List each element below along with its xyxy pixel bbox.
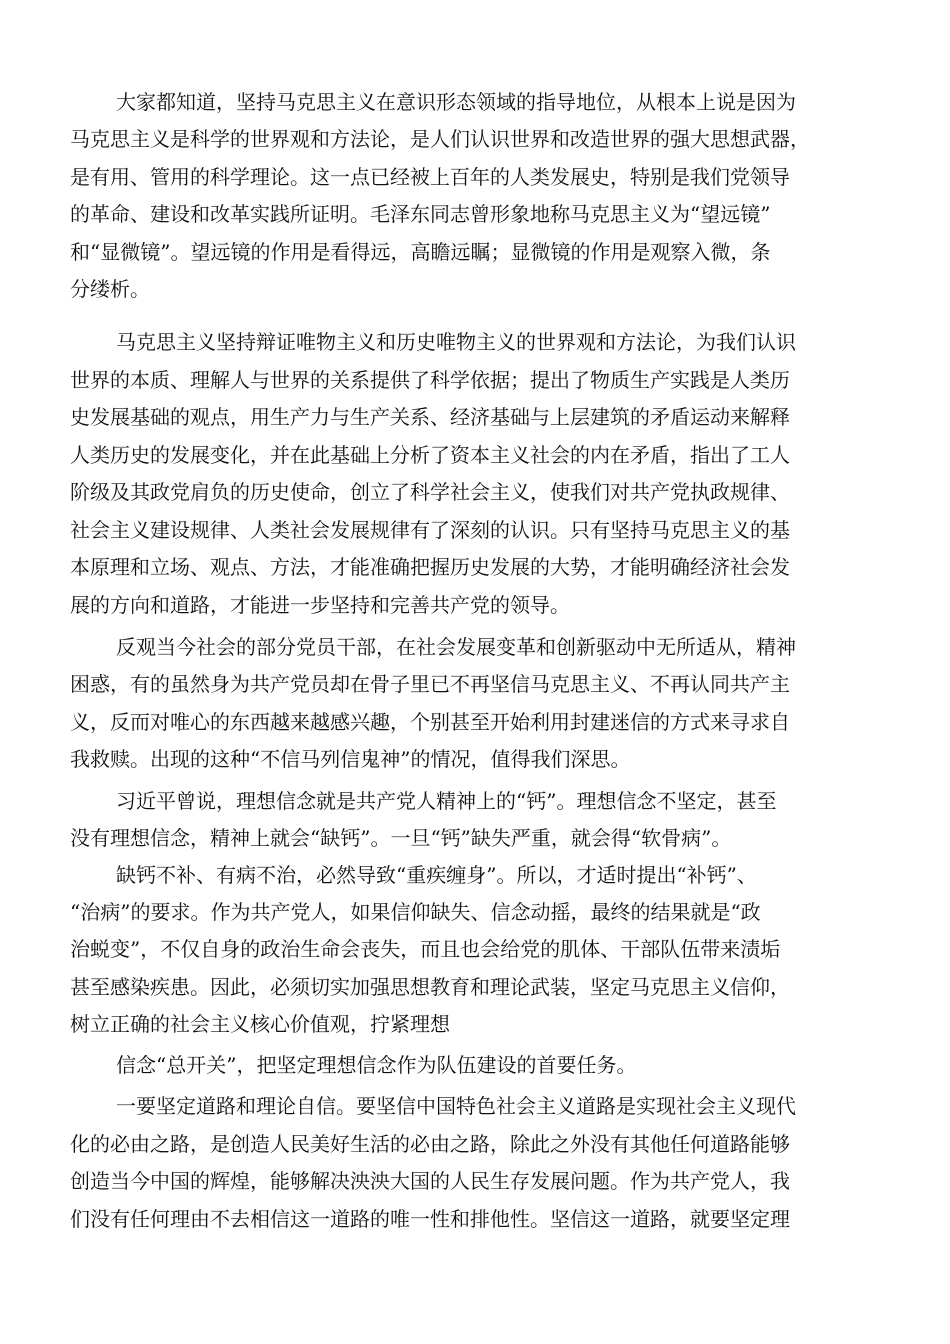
text-line: 和“显微镜”。望远镜的作用是看得远，高瞻远瞩；显微镜的作用是观察入微，条 — [70, 240, 771, 264]
text-line: 展的方向和道路，才能进一步坚持和完善共产党的领导。 — [70, 593, 570, 617]
text-line: 本原理和立场、观点、方法，才能准确把握历史发展的大势，才能明确经济社会发 — [70, 555, 790, 579]
text-line: 马克思主义是科学的世界观和方法论，是人们认识世界和改造世界的强大思想武器， — [70, 127, 810, 151]
text-line: 是有用、管用的科学理论。这一点已经被上百年的人类发展史，特别是我们党领导 — [70, 165, 790, 189]
text-line: 习近平曾说，理想信念就是共产党人精神上的“钙”。理想信念不坚定，甚至 — [116, 789, 777, 813]
text-line: 我救赎。出现的这种“不信马列信鬼神”的情况，值得我们深思。 — [70, 747, 631, 771]
text-line: 树立正确的社会主义核心价值观，拧紧理想 — [70, 1012, 450, 1036]
text-line: 甚至感染疾患。因此，必须切实加强思想教育和理论武装，坚定马克思主义信仰， — [70, 975, 790, 999]
text-line: 缺钙不补、有病不治，必然导致“重疾缠身”。所以，才适时提出“补钙”、 — [116, 863, 757, 887]
text-line: 大家都知道，坚持马克思主义在意识形态领域的指导地位，从根本上说是因为 — [116, 90, 796, 114]
text-line: 没有理想信念，精神上就会“缺钙”。一旦“钙”缺失严重，就会得“软骨病”。 — [70, 826, 732, 850]
text-line: 世界的本质、理解人与世界的关系提供了科学依据；提出了物质生产实践是人类历 — [70, 368, 790, 392]
text-line: 们没有任何理由不去相信这一道路的唯一性和排他性。坚信这一道路，就要坚定理 — [70, 1207, 790, 1231]
text-line: 化的必由之路，是创造人民美好生活的必由之路，除此之外没有其他任何道路能够 — [70, 1132, 790, 1156]
text-line: “治病”的要求。作为共产党人，如果信仰缺失、信念动摇，最终的结果就是“政 — [70, 900, 761, 924]
text-line: 一要坚定道路和理论自信。要坚信中国特色社会主义道路是实现社会主义现代 — [116, 1094, 796, 1118]
text-line: 社会主义建设规律、人类社会发展规律有了深刻的认识。只有坚持马克思主义的基 — [70, 518, 790, 542]
text-line: 分缕析。 — [70, 277, 150, 301]
text-line: 义，反而对唯心的东西越来越感兴趣，个别甚至开始利用封建迷信的方式来寻求自 — [70, 710, 790, 734]
text-line: 创造当今中国的辉煌，能够解决泱泱大国的人民生存发展问题。作为共产党人，我 — [70, 1169, 790, 1193]
text-line: 信念“总开关”，把坚定理想信念作为队伍建设的首要任务。 — [116, 1053, 637, 1077]
text-line: 阶级及其政党肩负的历史使命，创立了科学社会主义，使我们对共产党执政规律、 — [70, 480, 790, 504]
text-line: 马克思主义坚持辩证唯物主义和历史唯物主义的世界观和方法论，为我们认识 — [116, 330, 796, 354]
text-line: 困惑，有的虽然身为共产党员却在骨子里已不再坚信马克思主义、不再认同共产主 — [70, 672, 790, 696]
text-line: 史发展基础的观点，用生产力与生产关系、经济基础与上层建筑的矛盾运动来解释 — [70, 405, 790, 429]
text-line: 治蜕变”，不仅自身的政治生命会丧失，而且也会给党的肌体、干部队伍带来渍垢 — [70, 937, 781, 961]
text-line: 的革命、建设和改革实践所证明。毛泽东同志曾形象地称马克思主义为“望远镜” — [70, 202, 771, 226]
text-line: 反观当今社会的部分党员干部，在社会发展变革和创新驱动中无所适从，精神 — [116, 635, 796, 659]
text-line: 人类历史的发展变化，并在此基础上分析了资本主义社会的内在矛盾，指出了工人 — [70, 443, 790, 467]
